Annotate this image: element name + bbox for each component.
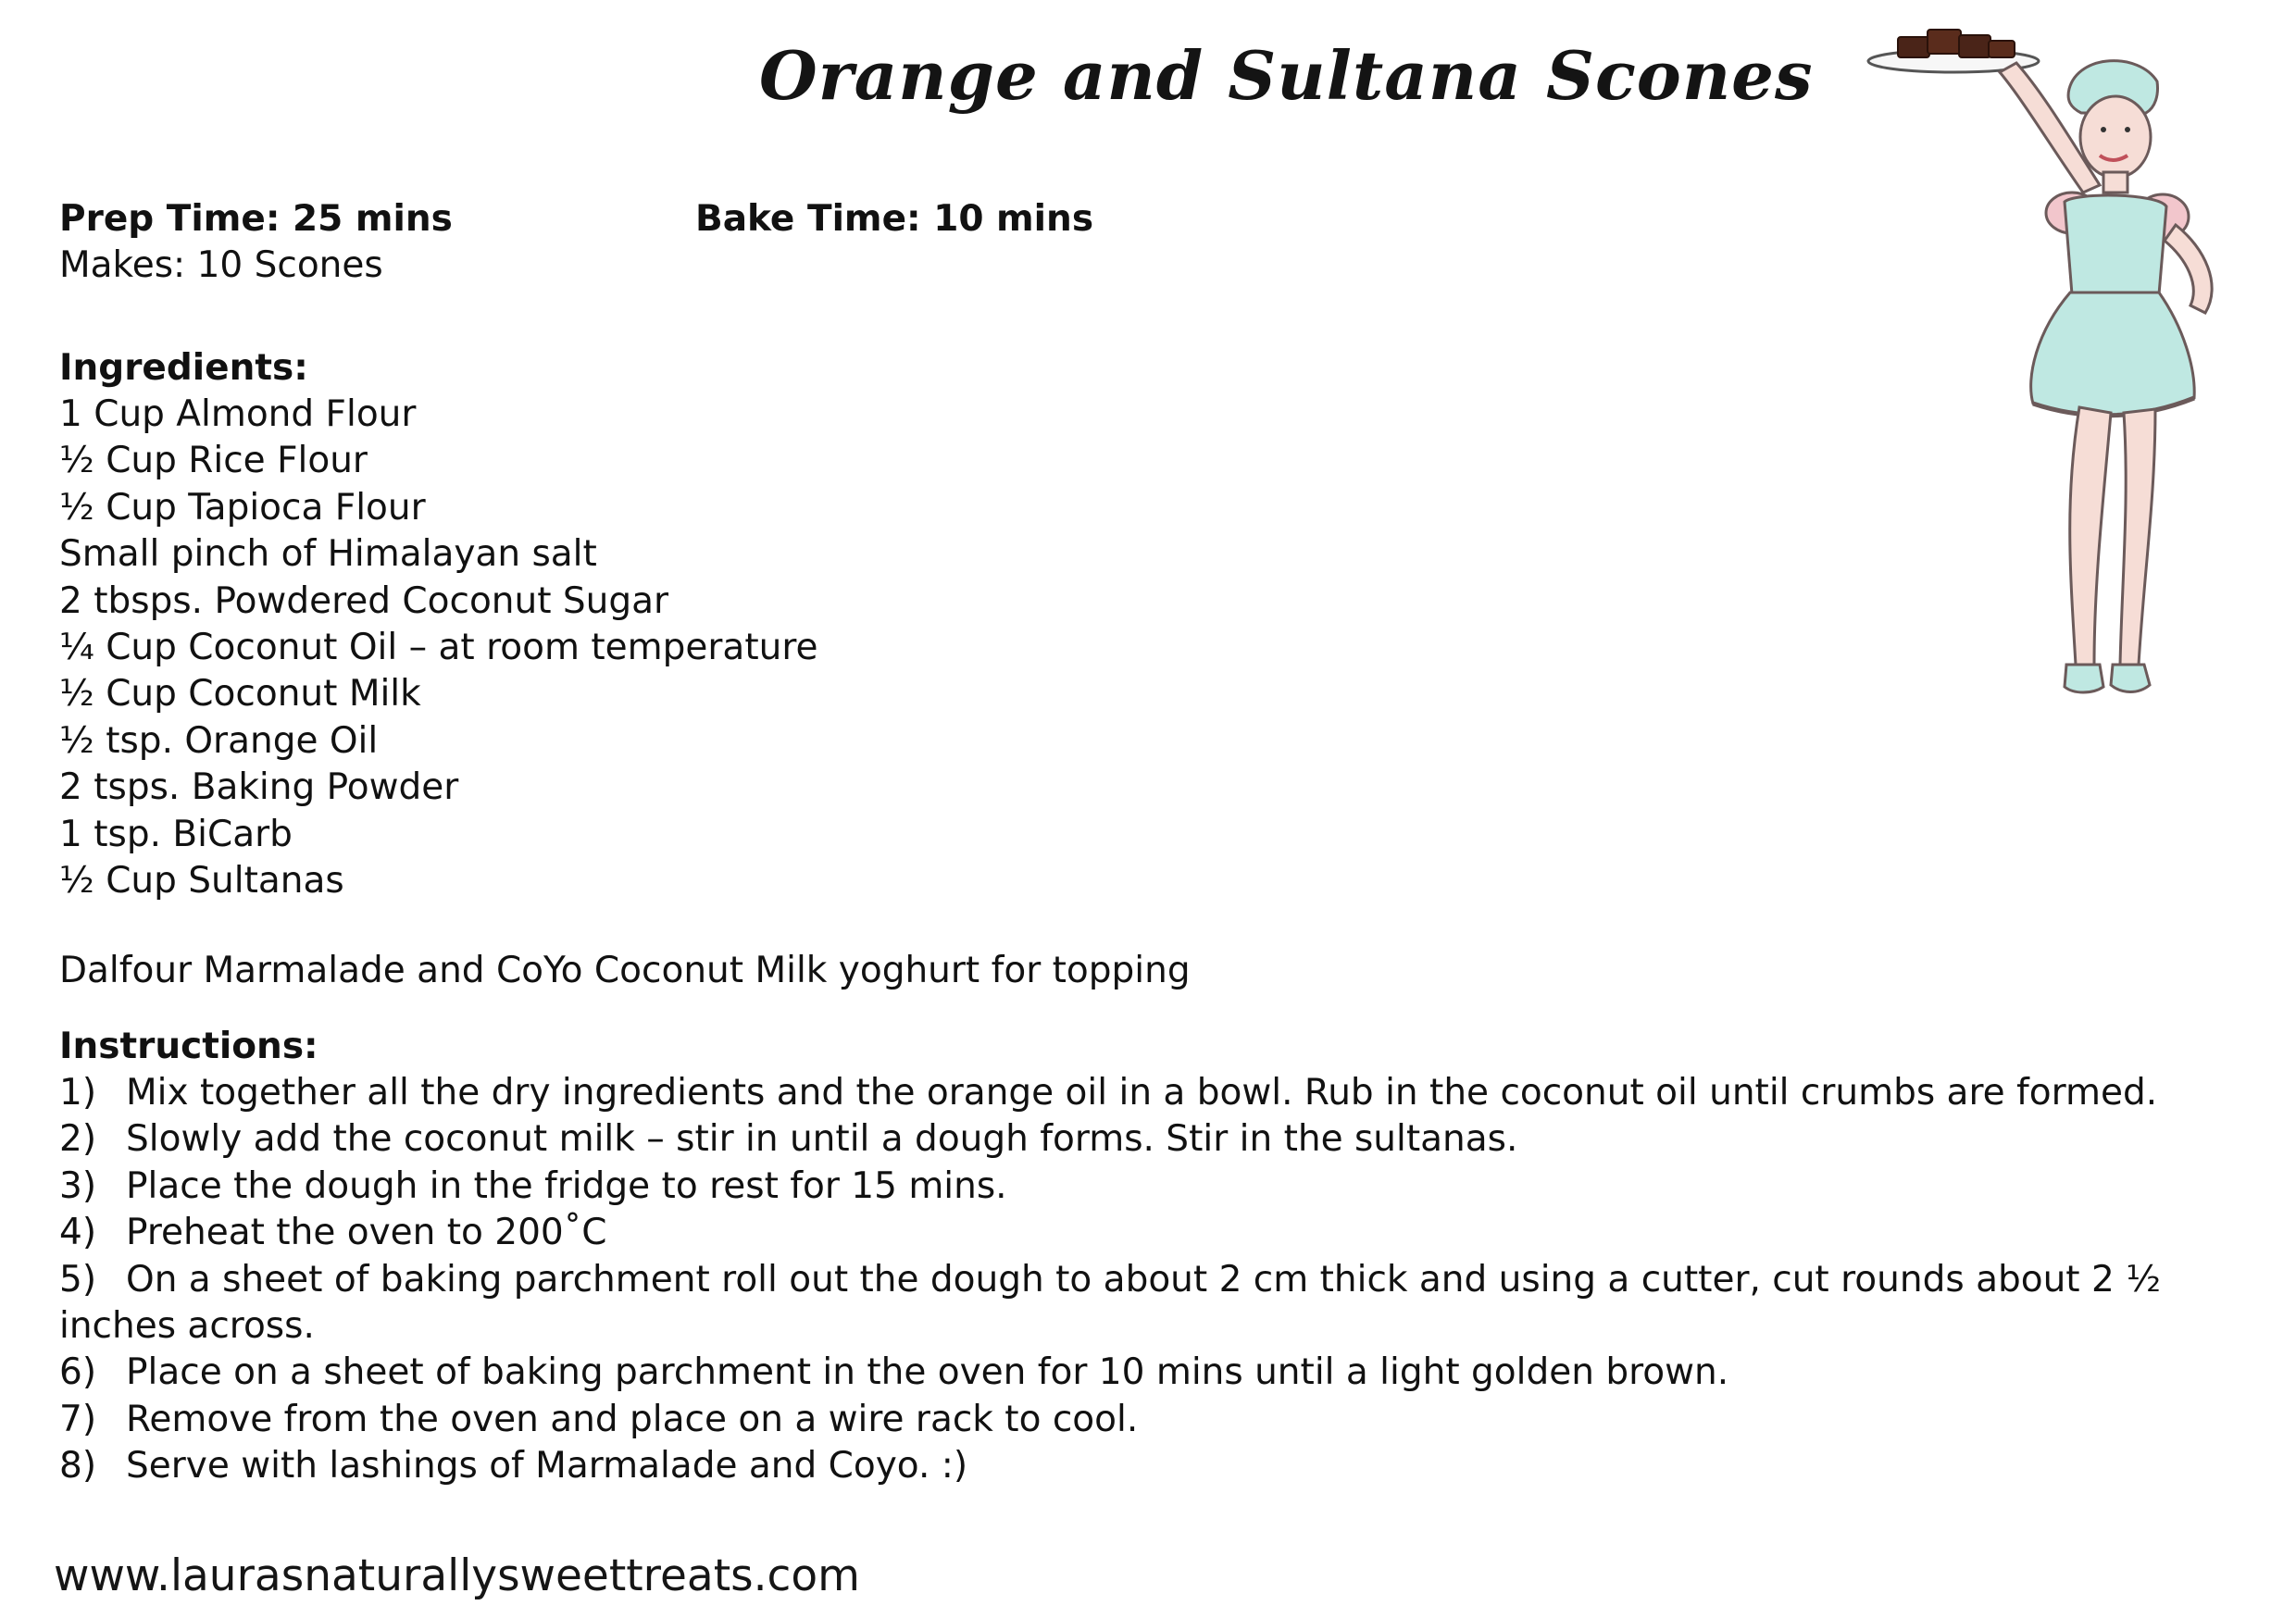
ingredient-item: ½ Cup Tapioca Flour (59, 486, 426, 529)
ingredient-item: Small pinch of Himalayan salt (59, 533, 597, 576)
ingredient-item: 2 tsps. Baking Powder (59, 766, 459, 809)
ingredient-item: ¼ Cup Coconut Oil – at room temperature (59, 627, 818, 669)
instruction-step (59, 1070, 2235, 1116)
topping-note: Dalfour Marmalade and CoYo Coconut Milk yoghurt for topping (59, 950, 1191, 991)
instructions-heading: Instructions: (59, 1026, 318, 1067)
bake-time: Bake Time: 10 mins (695, 198, 1094, 240)
step-number: 5) (59, 1258, 97, 1301)
step-text: Remove from the oven and place on a wire rack to cool. (126, 1398, 1139, 1440)
step-text: On a sheet of baking parchment roll out the dough to about 2 cm thick and using a cutter, cut rounds about 2 ½ inches across. (59, 1258, 2161, 1348)
step-number: 4) (59, 1212, 97, 1254)
instruction-step (59, 1257, 2235, 1350)
instructions-section (59, 1024, 2235, 1490)
step-number: 3) (59, 1164, 97, 1207)
step-text: Slowly add the coconut milk – stir in until a dough forms. Stir in the sultanas. (126, 1118, 1518, 1161)
instruction-step (59, 1350, 2235, 1396)
instruction-step (59, 1443, 2235, 1489)
step-text: Place on a sheet of baking parchment in the oven for 10 mins until a light golden brown. (126, 1351, 1729, 1394)
instruction-step (59, 1164, 2235, 1210)
ingredients-heading: Ingredients: (59, 347, 308, 389)
step-text: Serve with lashings of Marmalade and Coyo. :) (126, 1445, 968, 1487)
ingredient-item: 2 tbsps. Powdered Coconut Sugar (59, 579, 669, 622)
step-number: 7) (59, 1398, 97, 1440)
instruction-step (59, 1210, 2235, 1256)
makes: Makes: 10 Scones (59, 244, 383, 286)
recipe-meta (59, 196, 1355, 289)
step-text: Preheat the oven to 200˚C (126, 1212, 607, 1254)
instruction-step (59, 1116, 2235, 1163)
pinup-waitress-icon (1861, 17, 2277, 720)
ingredient-item: ½ Cup Rice Flour (59, 440, 368, 482)
ingredient-item: 1 Cup Almond Flour (59, 393, 417, 435)
step-number: 8) (59, 1445, 97, 1487)
instruction-step (59, 1397, 2235, 1443)
step-number: 2) (59, 1118, 97, 1161)
step-number: 6) (59, 1351, 97, 1394)
prep-time: Prep Time: 25 mins (59, 198, 453, 240)
ingredient-item: ½ Cup Sultanas (59, 860, 344, 902)
step-text: Place the dough in the fridge to rest for 15 mins. (126, 1164, 1007, 1207)
time-row (59, 196, 1355, 243)
website-url: www.laurasnaturallysweettreats.com (54, 1550, 860, 1601)
ingredient-item: ½ Cup Coconut Milk (59, 673, 421, 716)
recipe-title: Orange and Sultana Scones (759, 36, 1814, 115)
ingredient-item: ½ tsp. Orange Oil (59, 719, 379, 762)
step-number: 1) (59, 1072, 97, 1114)
step-text: Mix together all the dry ingredients and the orange oil in a bowl. Rub in the coconut oil until crumbs are formed. (126, 1072, 2158, 1114)
ingredient-item: 1 tsp. BiCarb (59, 813, 293, 855)
